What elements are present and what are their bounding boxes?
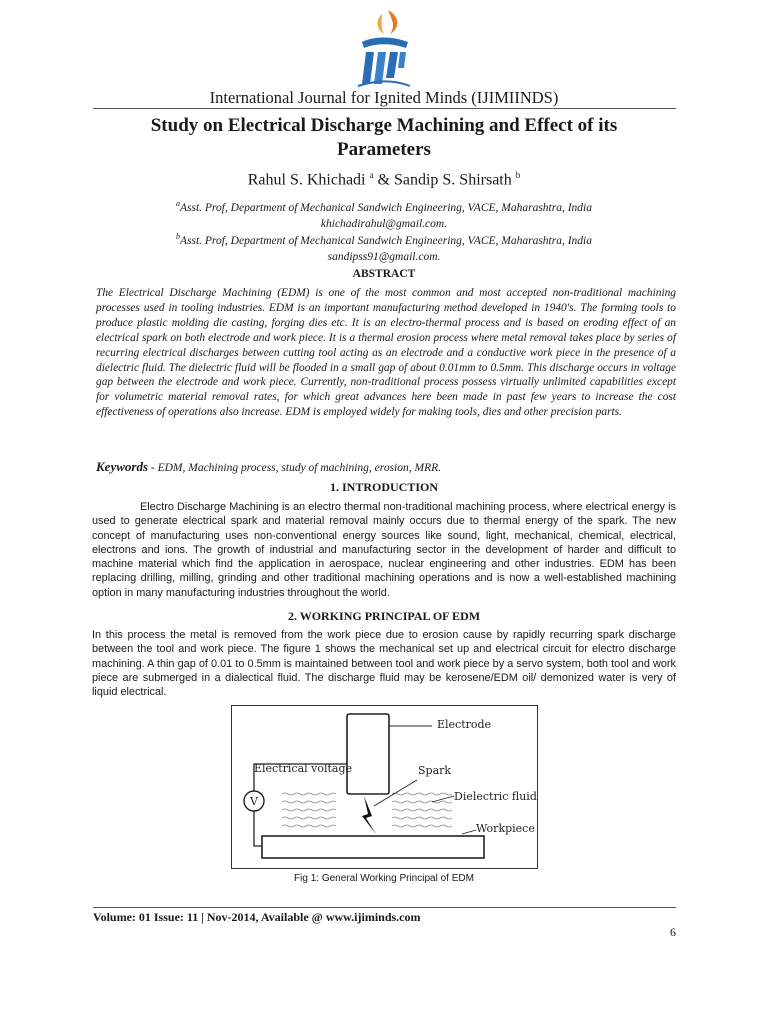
keywords-label: Keywords — [96, 459, 148, 474]
circuit-wires — [254, 764, 347, 846]
author-mark: a — [369, 170, 374, 180]
voltmeter-symbol: V — [250, 795, 258, 808]
abstract-heading: ABSTRACT — [352, 268, 416, 280]
page-number: 6 — [670, 925, 676, 939]
edm-diagram — [232, 706, 537, 868]
author-name: Sandip S. Shirsath — [393, 171, 512, 189]
affiliation — [100, 229, 668, 265]
section-paragraph: Electro Discharge Machining is an electro thermal non-traditional machining process, where electrical energy is used to generate electrical spark and material removal mainly occurs due to thermal energy of the spark. The new concept of manufacturing uses non-conventional energy sources like sound, light, mechanical, chemical, electrical, electrons and ions. The growth of industrial and manufacturing sector in the development of harder and difficult to machine material which find the application in aerospace, nuclear engineering and other industries. EDM has been replacing drilling, milling, grinding and other traditional machining operations and is now a well-established machining option in many manufacturing industries throughout the world. — [92, 501, 676, 599]
electrode — [347, 714, 389, 794]
author-name: Rahul S. Khichadi — [247, 171, 366, 189]
abstract-text: The Electrical Discharge Machining (EDM) is one of the most common and most accepted non-traditional machining processes used in tooling industries. EDM is an important manufacturing method developed in 1940's. The forming tools to produce plastic molding die casting, forging dies etc. It is an electro-thermal process and is based on eroding effect of an electrical spark on both electrode and work piece. It is a thermal erosion process where metal removal takes place by series of recurring electrical discharges between cutting tool acting as an electrode and a conductive work piece in the presence of a dielectric fluid. The dielectric fluid will be flooded in a small gap of about 0.01mm to 0.5mm. This discharge occurs in voltage gap between the electrode and work piece. Currently, non-traditional process possess virtually unlimited capabilities except for volumetric material removal rates, for which great advances here been made in past few years to increase the cost effectiveness of operations also increase. EDM is employed widely for making tools, dies and other precision parts. — [96, 287, 676, 419]
section-paragraph: In this process the metal is removed from the work piece due to erosion cause by rapidly recurring spark discharge between the tool and work piece. The figure 1 shows the mechanical set up and electrical circuit for electro discharge machining. A thin gap of 0.01 to 0.5mm is maintained between tool and work piece by a servo system, both tool and work piece are submerged in a dialectical fluid. The discharge fluid may be kerosene/EDM oil/ demonized water is very of liquid electrical. — [92, 629, 676, 699]
electrode-label: Electrode — [437, 718, 492, 731]
section-heading: 1. INTRODUCTION — [329, 480, 438, 494]
affiliation — [100, 196, 668, 232]
author-email: khichadirahul@gmail.com. — [320, 217, 448, 230]
journal-logo — [352, 8, 416, 90]
dielectric-fluid-label: Dielectric fluid — [454, 790, 537, 803]
workpiece — [262, 836, 484, 858]
author-email: sandipss91@gmail.com. — [327, 250, 441, 263]
edm-figure — [231, 705, 538, 869]
workpiece-label: Workpiece — [476, 822, 535, 835]
footer-text: Volume: 01 Issue: 11 | Nov-2014, Available @ www.ijiminds.com — [93, 910, 421, 924]
journal-name: International Journal for Ignited Minds (IJIMIINDS) — [209, 88, 559, 107]
author-line — [0, 170, 768, 189]
spark-icon — [362, 796, 376, 834]
header-rule — [93, 108, 676, 109]
affiliation-text: Asst. Prof, Department of Mechanical Sandwich Engineering, VACE, Maharashtra, India — [179, 201, 593, 214]
voltage-label: Electrical voltage — [254, 762, 353, 775]
affiliation-mark: b — [175, 232, 180, 241]
keywords — [96, 459, 676, 475]
author-mark: b — [515, 170, 521, 180]
figure-caption: Fig 1: General Working Principal of EDM — [294, 873, 474, 884]
author-joiner: & — [377, 171, 390, 189]
section-heading: 2. WORKING PRINCIPAL OF EDM — [287, 609, 481, 623]
spark-label: Spark — [418, 764, 452, 777]
affiliation-text: Asst. Prof, Department of Mechanical Sandwich Engineering, VACE, Maharashtra, India — [179, 234, 593, 247]
paper-title: Study on Electrical Discharge Machining and Effect of its Parameters — [150, 115, 618, 160]
footer-rule — [93, 907, 676, 908]
keywords-text: - EDM, Machining process, study of machining, erosion, MRR. — [148, 462, 441, 474]
affiliation-mark: a — [175, 199, 180, 208]
